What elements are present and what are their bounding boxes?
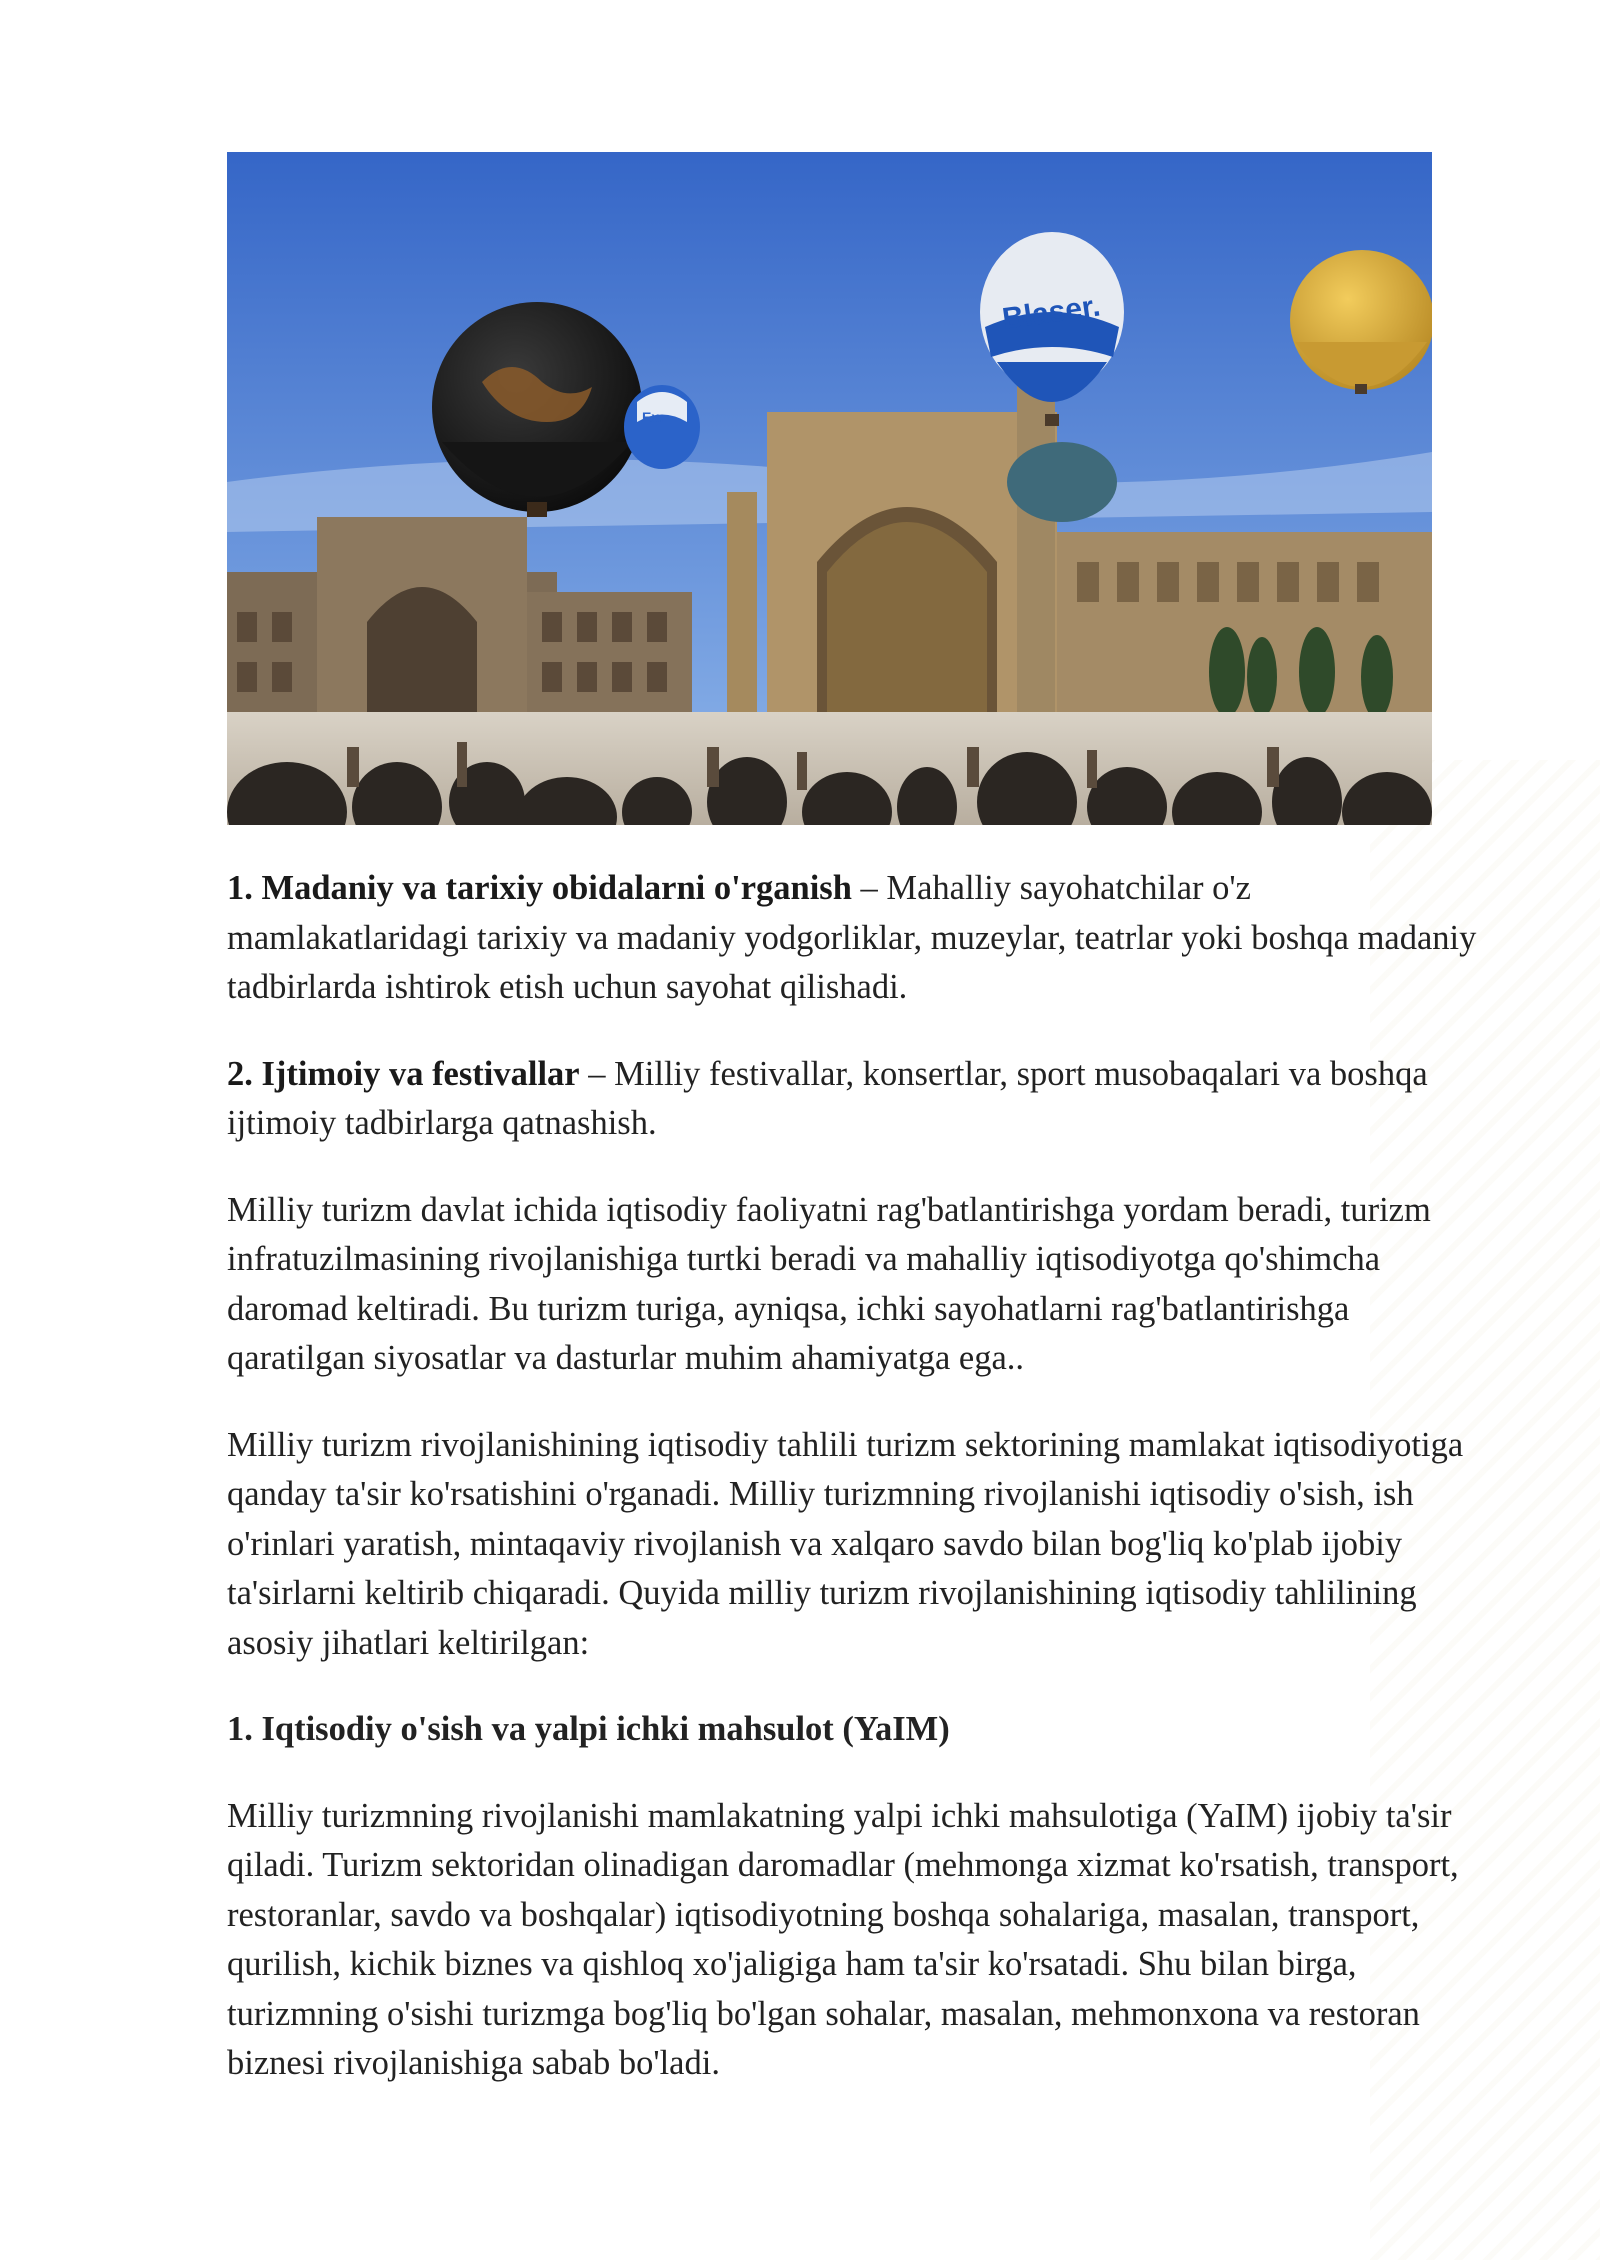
paragraph: Milliy turizmning rivojlanishi mamlakatning yalpi ichki mahsulotiga (YaIM) ijobiy ta'sir qiladi. Turizm sektoridan olinadigan daromadlar (mehmonga xizmat ko'rsatish, transport, restoranlar, savdo va boshqalar) iqtisodiyotning boshqa sohalariga, masalan, transport, qurilish, kichik biznes va qishloq xo'jaligiga ham ta'sir ko'rsatadi. Shu bilan birga, turizmning o'sishi turizmga bog'liq bo'lgan sohalar, masalan, mehmonxona va restoran biznesi rivojlanishiga sabab bo'ladi. [227,1796,1459,2082]
photo-illustration [227,152,1432,825]
list-item-title: 1. Madaniy va tarixiy obidalarni o'rganish [227,869,852,907]
registan-balloons-photo [227,152,1432,825]
list-item-cultural [227,864,1477,1013]
list-item-social [227,1050,1477,1149]
list-item-text: – Mahalliy sayohatchilar o'z mamlakatlaridagi tarixiy va madaniy yodgorliklar, muzeylar, teatrlar yoki boshqa madaniy tadbirlarda ishtirok etish uchun sayohat qilishadi. [227,869,1477,1006]
paragraph: Milliy turizm rivojlanishining iqtisodiy tahlili turizm sektorining mamlakat iqtisodiyotiga qanday ta'sir ko'rsatishini o'rganadi. Milliy turizmning rivojlanishi iqtisodiy o'sish, ish o'rinlari yaratish, mintaqaviy rivojlanish va xalqaro savdo bilan bog'liq ko'plab ijobiy ta'sirlarni keltirib chiqaradi. Quyida milliy turizm rivojlanishining iqtisodiy tahlilining asosiy jihatlari keltirilgan: [227,1425,1464,1662]
list-item-text: – Milliy festivallar, konsertlar, sport musobaqalari va boshqa ijtimoiy tadbirlarga qatnashish. [227,1054,1428,1142]
list-item-title: 2. Ijtimoiy va festivallar [227,1054,580,1093]
small-blue-balloon [624,385,700,469]
blaser-text: Blaser. [1000,289,1103,336]
paragraph: Milliy turizm davlat ichida iqtisodiy faoliyatni rag'batlantirishga yordam beradi, turizm infratuzilmasining rivojlanishiga turtki beradi va mahalliy iqtisodiyotga qo'shimcha daromad keltiradi. Bu turizm turiga, ayniqsa, ichki sayohatlarni rag'batlantirishga qaratilgan siyosatlar va dasturlar muhim ahamiyatga ega.. [227,1190,1431,1377]
section-heading: 1. Iqtisodiy o'sish va yalpi ichki mahsulot (YaIM) [227,1710,950,1748]
document-content [227,864,1477,2126]
small-balloon-text: Ex. [642,409,664,425]
